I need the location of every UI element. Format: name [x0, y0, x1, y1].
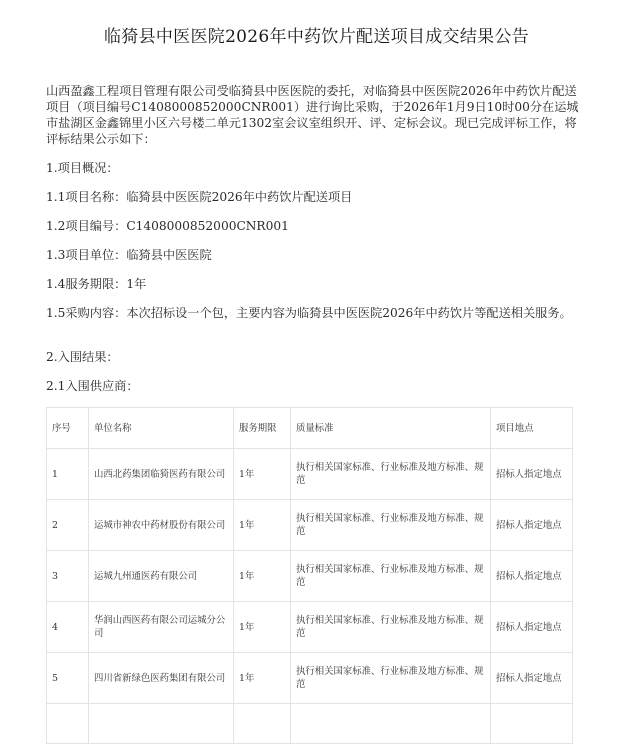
table-header-row: [47, 408, 573, 449]
cell-location: 招标人指定地点: [491, 653, 573, 704]
cell-index: 1: [47, 449, 89, 500]
cell-company: 华润山西医药有限公司运城分公司: [89, 602, 234, 653]
cell-quality-standard: 执行相关国家标准、行业标准及地方标准、规范: [291, 653, 491, 704]
col-header-quality-standard: 质量标准: [291, 408, 491, 449]
col-header-index: 序号: [47, 408, 89, 449]
col-header-company: 单位名称: [89, 408, 234, 449]
project-number-line: 1.2项目编号：C1408000852000CNR001: [46, 219, 289, 233]
shortlisted-suppliers-line: 2.1入围供应商：: [46, 379, 139, 393]
cell-location: 招标人指定地点: [491, 602, 573, 653]
cell-company: 四川省新绿色医药集团有限公司: [89, 653, 234, 704]
cell-company: 运城九州通医药有限公司: [89, 551, 234, 602]
cell-index: 3: [47, 551, 89, 602]
cell-index: 2: [47, 500, 89, 551]
cell-quality-standard: 执行相关国家标准、行业标准及地方标准、规范: [291, 551, 491, 602]
col-header-location: 项目地点: [491, 408, 573, 449]
cell-service-period: 1年: [234, 449, 291, 500]
cell-empty: [291, 704, 491, 744]
procurement-content-line: 1.5采购内容：本次招标设一个包，主要内容为临猗县中医医院2026年中药饮片等配送相关服务。: [46, 306, 572, 320]
cell-location: 招标人指定地点: [491, 500, 573, 551]
table-row: [47, 602, 573, 653]
cell-empty: [234, 704, 291, 744]
cell-location: 招标人指定地点: [491, 551, 573, 602]
cell-service-period: 1年: [234, 500, 291, 551]
service-period-line: 1.4服务期限：1年: [46, 277, 147, 291]
project-unit-line: 1.3项目单位：临猗县中医医院: [46, 248, 212, 262]
cell-quality-standard: 执行相关国家标准、行业标准及地方标准、规范: [291, 449, 491, 500]
cell-service-period: 1年: [234, 551, 291, 602]
section-1-heading: 1.项目概况：: [46, 161, 119, 175]
cell-service-period: 1年: [234, 653, 291, 704]
cell-empty: [491, 704, 573, 744]
section-2-heading: 2.入围结果：: [46, 350, 119, 364]
cell-empty: [89, 704, 234, 744]
suppliers-table: [46, 407, 573, 744]
cell-index: 4: [47, 602, 89, 653]
intro-paragraph: 山西盈鑫工程项目管理有限公司受临猗县中医医院的委托，对临猗县中医医院2026年中药饮片配送项目（项目编号C1408000852000CNR001）进行询比采购，于2026年1月9日10时00分在运城市盐湖区金鑫锦里小区六号楼二单元1302室会议室组织开、评、定标会议。现已完成评标工作，将评标结果公示如下：: [46, 84, 579, 146]
page-title: 临猗县中医医院2026年中药饮片配送项目成交结果公告: [103, 27, 530, 47]
cell-company: 运城市神农中药材股份有限公司: [89, 500, 234, 551]
table-row: [47, 500, 573, 551]
table-row: [47, 449, 573, 500]
project-name-line: 1.1项目名称：临猗县中医医院2026年中药饮片配送项目: [46, 190, 353, 204]
cell-service-period: 1年: [234, 602, 291, 653]
cell-quality-standard: 执行相关国家标准、行业标准及地方标准、规范: [291, 602, 491, 653]
cell-index: 5: [47, 653, 89, 704]
cell-empty: [47, 704, 89, 744]
table-row-partial: [47, 704, 573, 744]
cell-quality-standard: 执行相关国家标准、行业标准及地方标准、规范: [291, 500, 491, 551]
table-row: [47, 653, 573, 704]
col-header-service-period: 服务期限: [234, 408, 291, 449]
table-row: [47, 551, 573, 602]
cell-location: 招标人指定地点: [491, 449, 573, 500]
cell-company: 山西北药集团临猗医药有限公司: [89, 449, 234, 500]
